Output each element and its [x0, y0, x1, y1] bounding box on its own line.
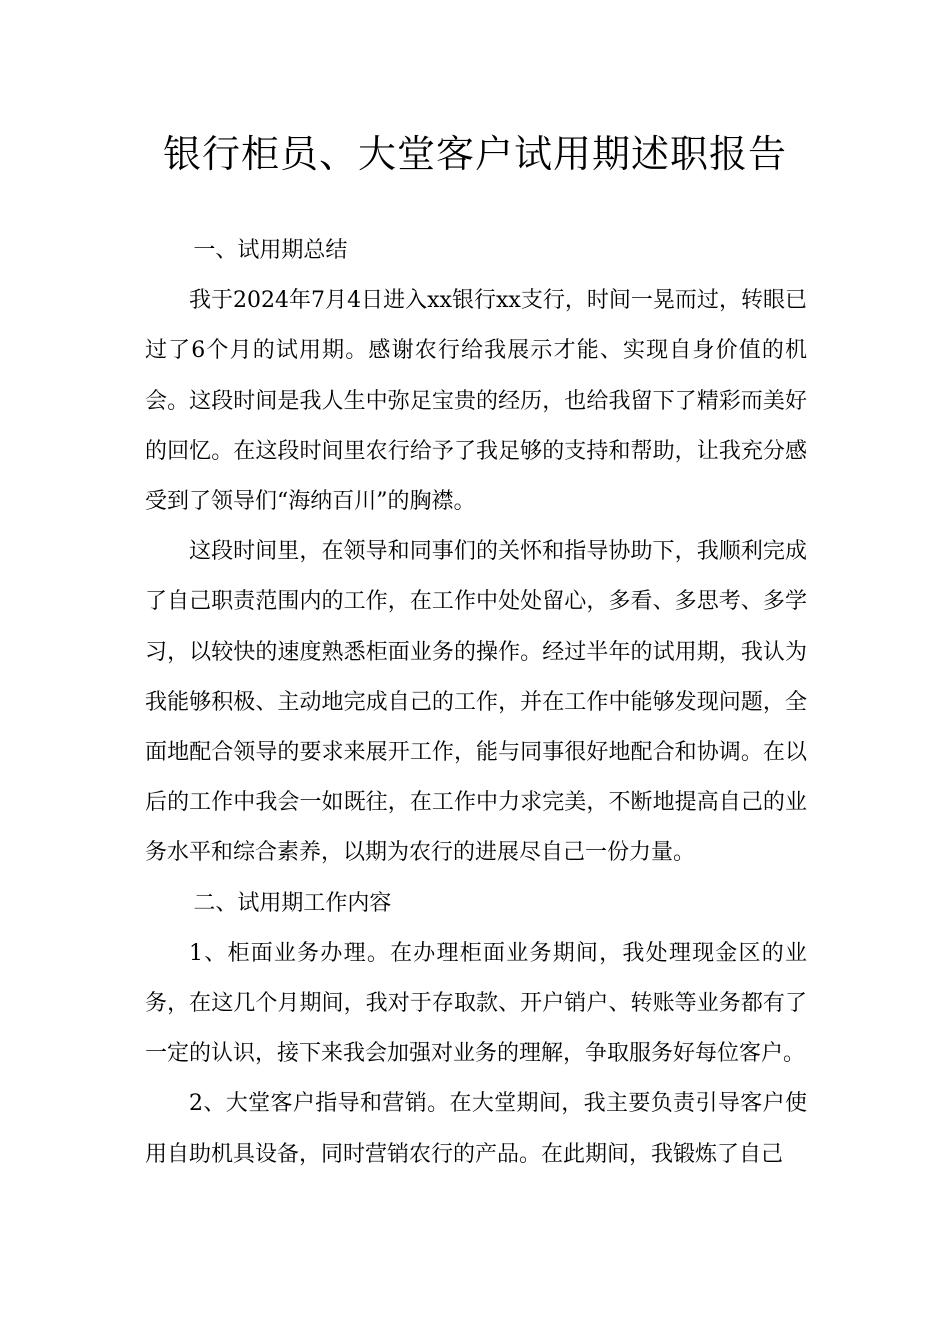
document-title: 银行柜员、大堂客户试用期述职报告	[162, 132, 787, 176]
paragraph: 我于2024年7月4日进入xx银行xx支行，时间一晃而过，转眼已过了6个月的试用期。感谢农行给我展示才能、实现自身价值的机会。这段时间是我人生中弥足宝贵的经历，也给我留下了精彩而美好的回忆。在这段时间里农行给予了我足够的支持和帮助，让我充分感受到了领导们“海纳百川”的胸襟。	[145, 288, 807, 515]
paragraph: 2、大堂客户指导和营销。在大堂期间，我主要负责引导客户使用自助机具设备，同时营销农行的产品。在此期间，我锻炼了自己	[145, 1091, 807, 1167]
paragraph: 这段时间里，在领导和同事们的关怀和指导协助下，我顺利完成了自己职责范围内的工作，在工作中处处留心，多看、多思考、多学习，以较快的速度熟悉柜面业务的操作。经过半年的试用期，我认为我能够积极、主动地完成自己的工作，并在工作中能够发现问题，全面地配合领导的要求来展开工作，能与同事很好地配合和协调。在以后的工作中我会一如既往，在工作中力求完美，不断地提高自己的业务水平和综合素养，以期为农行的进展尽自己一份力量。	[145, 539, 807, 866]
document-body	[145, 226, 807, 1180]
section-heading: 一、试用期总结	[193, 238, 348, 263]
paragraph: 1、柜面业务办理。在办理柜面业务期间，我处理现金区的业务，在这几个月期间，我对于存取款、开户销户、转账等业务都有了一定的认识，接下来我会加强对业务的理解，争取服务好每位客户。	[145, 940, 807, 1067]
section-heading: 二、试用期工作内容	[193, 890, 392, 916]
